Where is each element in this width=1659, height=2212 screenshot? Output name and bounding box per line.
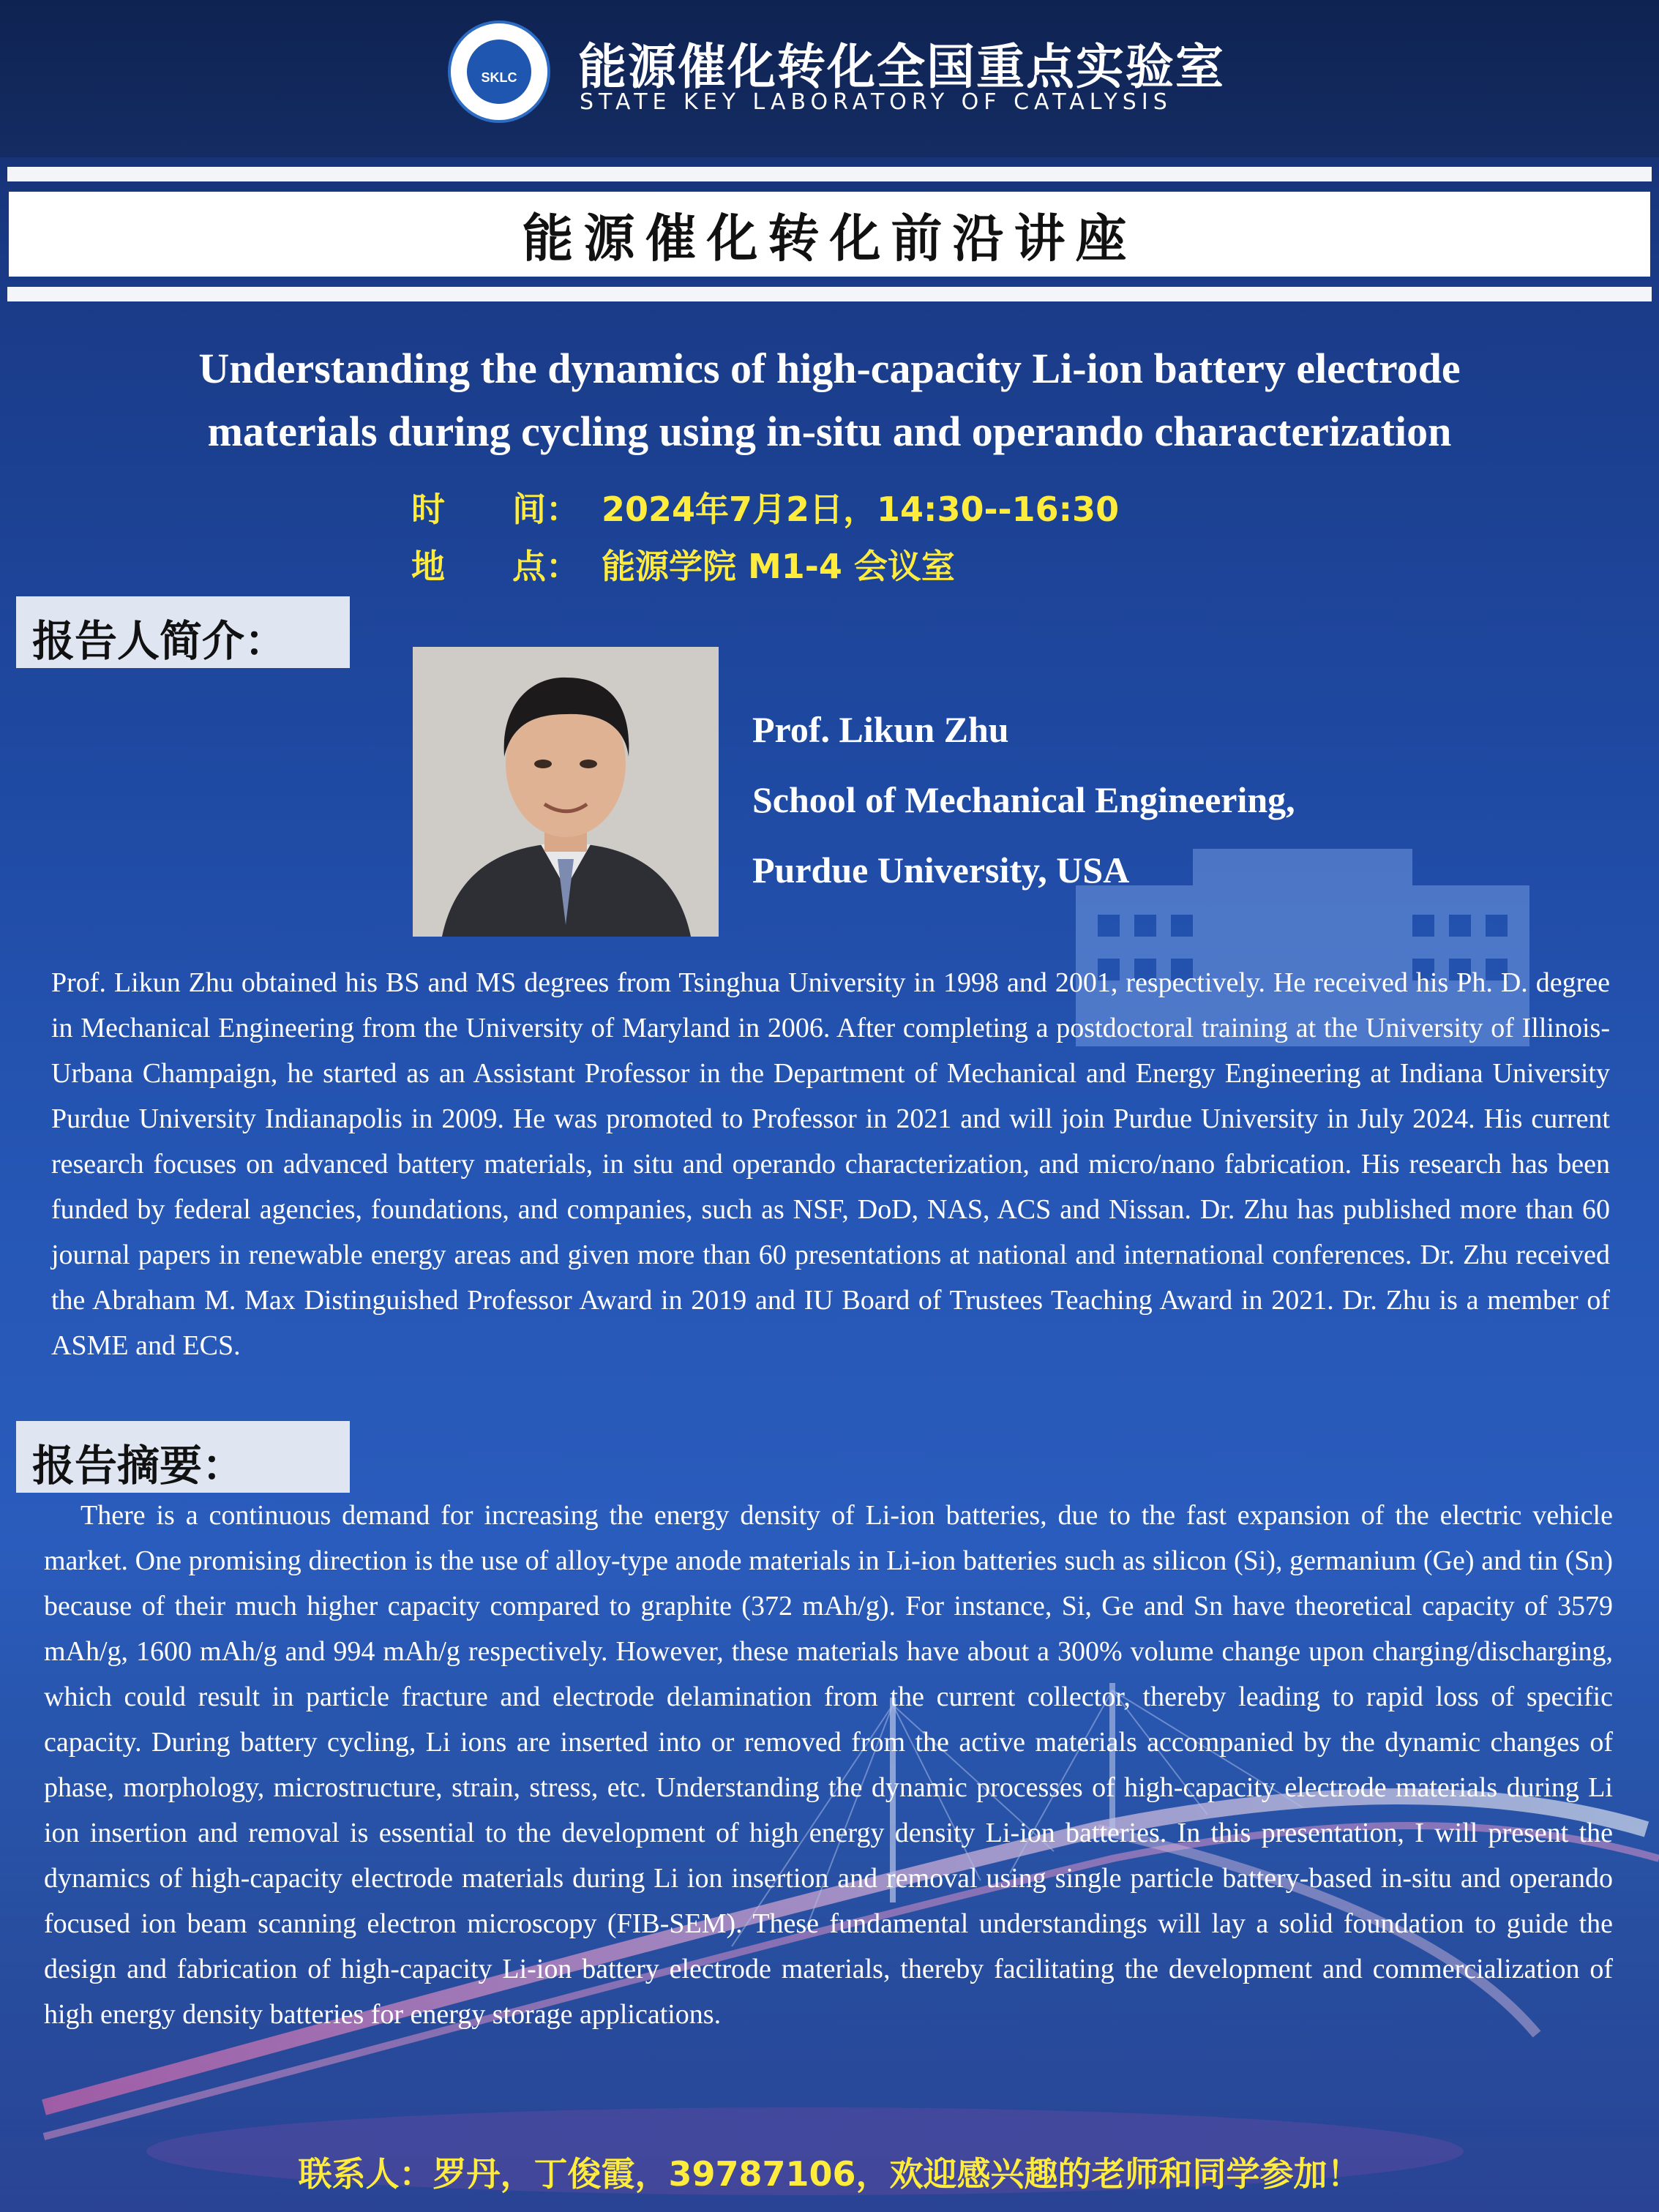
speaker-biography: Prof. Likun Zhu obtained his BS and MS degrees from Tsinghua University in 1998 and 2001, respectively. He received his Ph. D. degree in Mechanical Engineering from the University of Maryland in 2006. After completing a postdoctoral training at the University of Illinois-Urbana Champaign, he started as an Assistant Professor in the Department of Mechanical and Energy Engineering at Indiana University Purdue University Indianapolis in 2009. He was promoted to Professor in 2021 and will join Purdue University in July 2024. His current research focuses on advanced battery materials, in situ and operando characterization, and micro/nano fabrication. His research has been funded by federal agencies, foundations, and companies, such as NSF, DoD, NAS, ACS and Nissan. Dr. Zhu has published more than 60 journal papers in renewable energy areas and given more than 60 presentations at national and international conferences. Dr. Zhu received the Abraham M. Max Distinguished Professor Award in 2019 and IU Board of Trustees Teaching Award in 2021. Dr. Zhu is a member of ASME and ECS. <box>51 967 1610 1361</box>
speaker-photo <box>413 647 719 937</box>
speaker-section-tag <box>16 596 350 668</box>
place-label: 地 点： <box>411 547 580 586</box>
abstract-section-tag <box>16 1421 350 1493</box>
talk-title-line-1: Understanding the dynamics of high-capacity Li-ion battery electrode <box>198 345 1461 392</box>
speaker-department: School of Mechanical Engineering, <box>752 779 1295 820</box>
abstract-text: There is a continuous demand for increasing the energy density of Li-ion batteries, due to the fast expansion of the electric vehicle market. One promising direction is the use of alloy-type anode materials in Li-ion batteries such as silicon (Si), germanium (Ge) and tin (Sn) because of their much higher capacity compared to graphite (372 mAh/g). For instance, Si, Ge and Sn have theoretical capacity of 3579 mAh/g, 1600 mAh/g and 994 mAh/g respectively. However, these materials have about a 300% volume change upon charging/discharging, which could result in particle fracture and electrode delamination from the current collector, thereby leading to rapid loss of specific capacity. During battery cycling, Li ions are inserted into or removed from the active materials accompanied by the dynamic changes of phase, morphology, microstructure, strain, stress, etc. Understanding the dynamic processes of high-capacity electrode materials during Li ion insertion and removal is essential to the development of high energy density Li-ion batteries. In this presentation, I will present the dynamics of high-capacity electrode materials during Li ion insertion and removal using single particle battery-based in-situ and operando focused ion beam scanning electron microscopy (FIB-SEM). These fundamental understandings will lay a solid foundation to guide the design and fabrication of high-capacity Li-ion battery electrode materials, thereby facilitating the development and commercialization of high energy density batteries for energy storage applications. <box>44 1500 1613 2030</box>
time-label: 时 间： <box>411 490 580 529</box>
time-value: 2024年7月2日，14:30--16:30 <box>602 490 1120 529</box>
title-band-bottom-stripe <box>7 287 1652 301</box>
speaker-name: Prof. Likun Zhu <box>752 709 1009 750</box>
title-band-top-stripe <box>7 167 1652 181</box>
series-title: 能源催化转化前沿讲座 <box>522 208 1137 269</box>
place-value: 能源学院 M1-4 会议室 <box>602 547 955 586</box>
speaker-affiliation: Purdue University, USA <box>752 850 1130 891</box>
talk-title-line-2: materials during cycling using in-situ and operando characterization <box>207 408 1452 455</box>
speaker-section-label: 报告人简介： <box>32 616 288 666</box>
lab-name-chinese: 能源催化转化全国重点实验室 <box>578 39 1225 95</box>
lab-logo <box>448 20 550 123</box>
lab-name-english: STATE KEY LABORATORY OF CATALYSIS <box>580 89 1172 115</box>
contact-line: 联系人：罗丹，丁俊霞，39787106，欢迎感兴趣的老师和同学参加！ <box>298 2154 1361 2194</box>
abstract-section-label: 报告摘要： <box>32 1441 245 1491</box>
logo-text: SKLC <box>481 70 517 85</box>
